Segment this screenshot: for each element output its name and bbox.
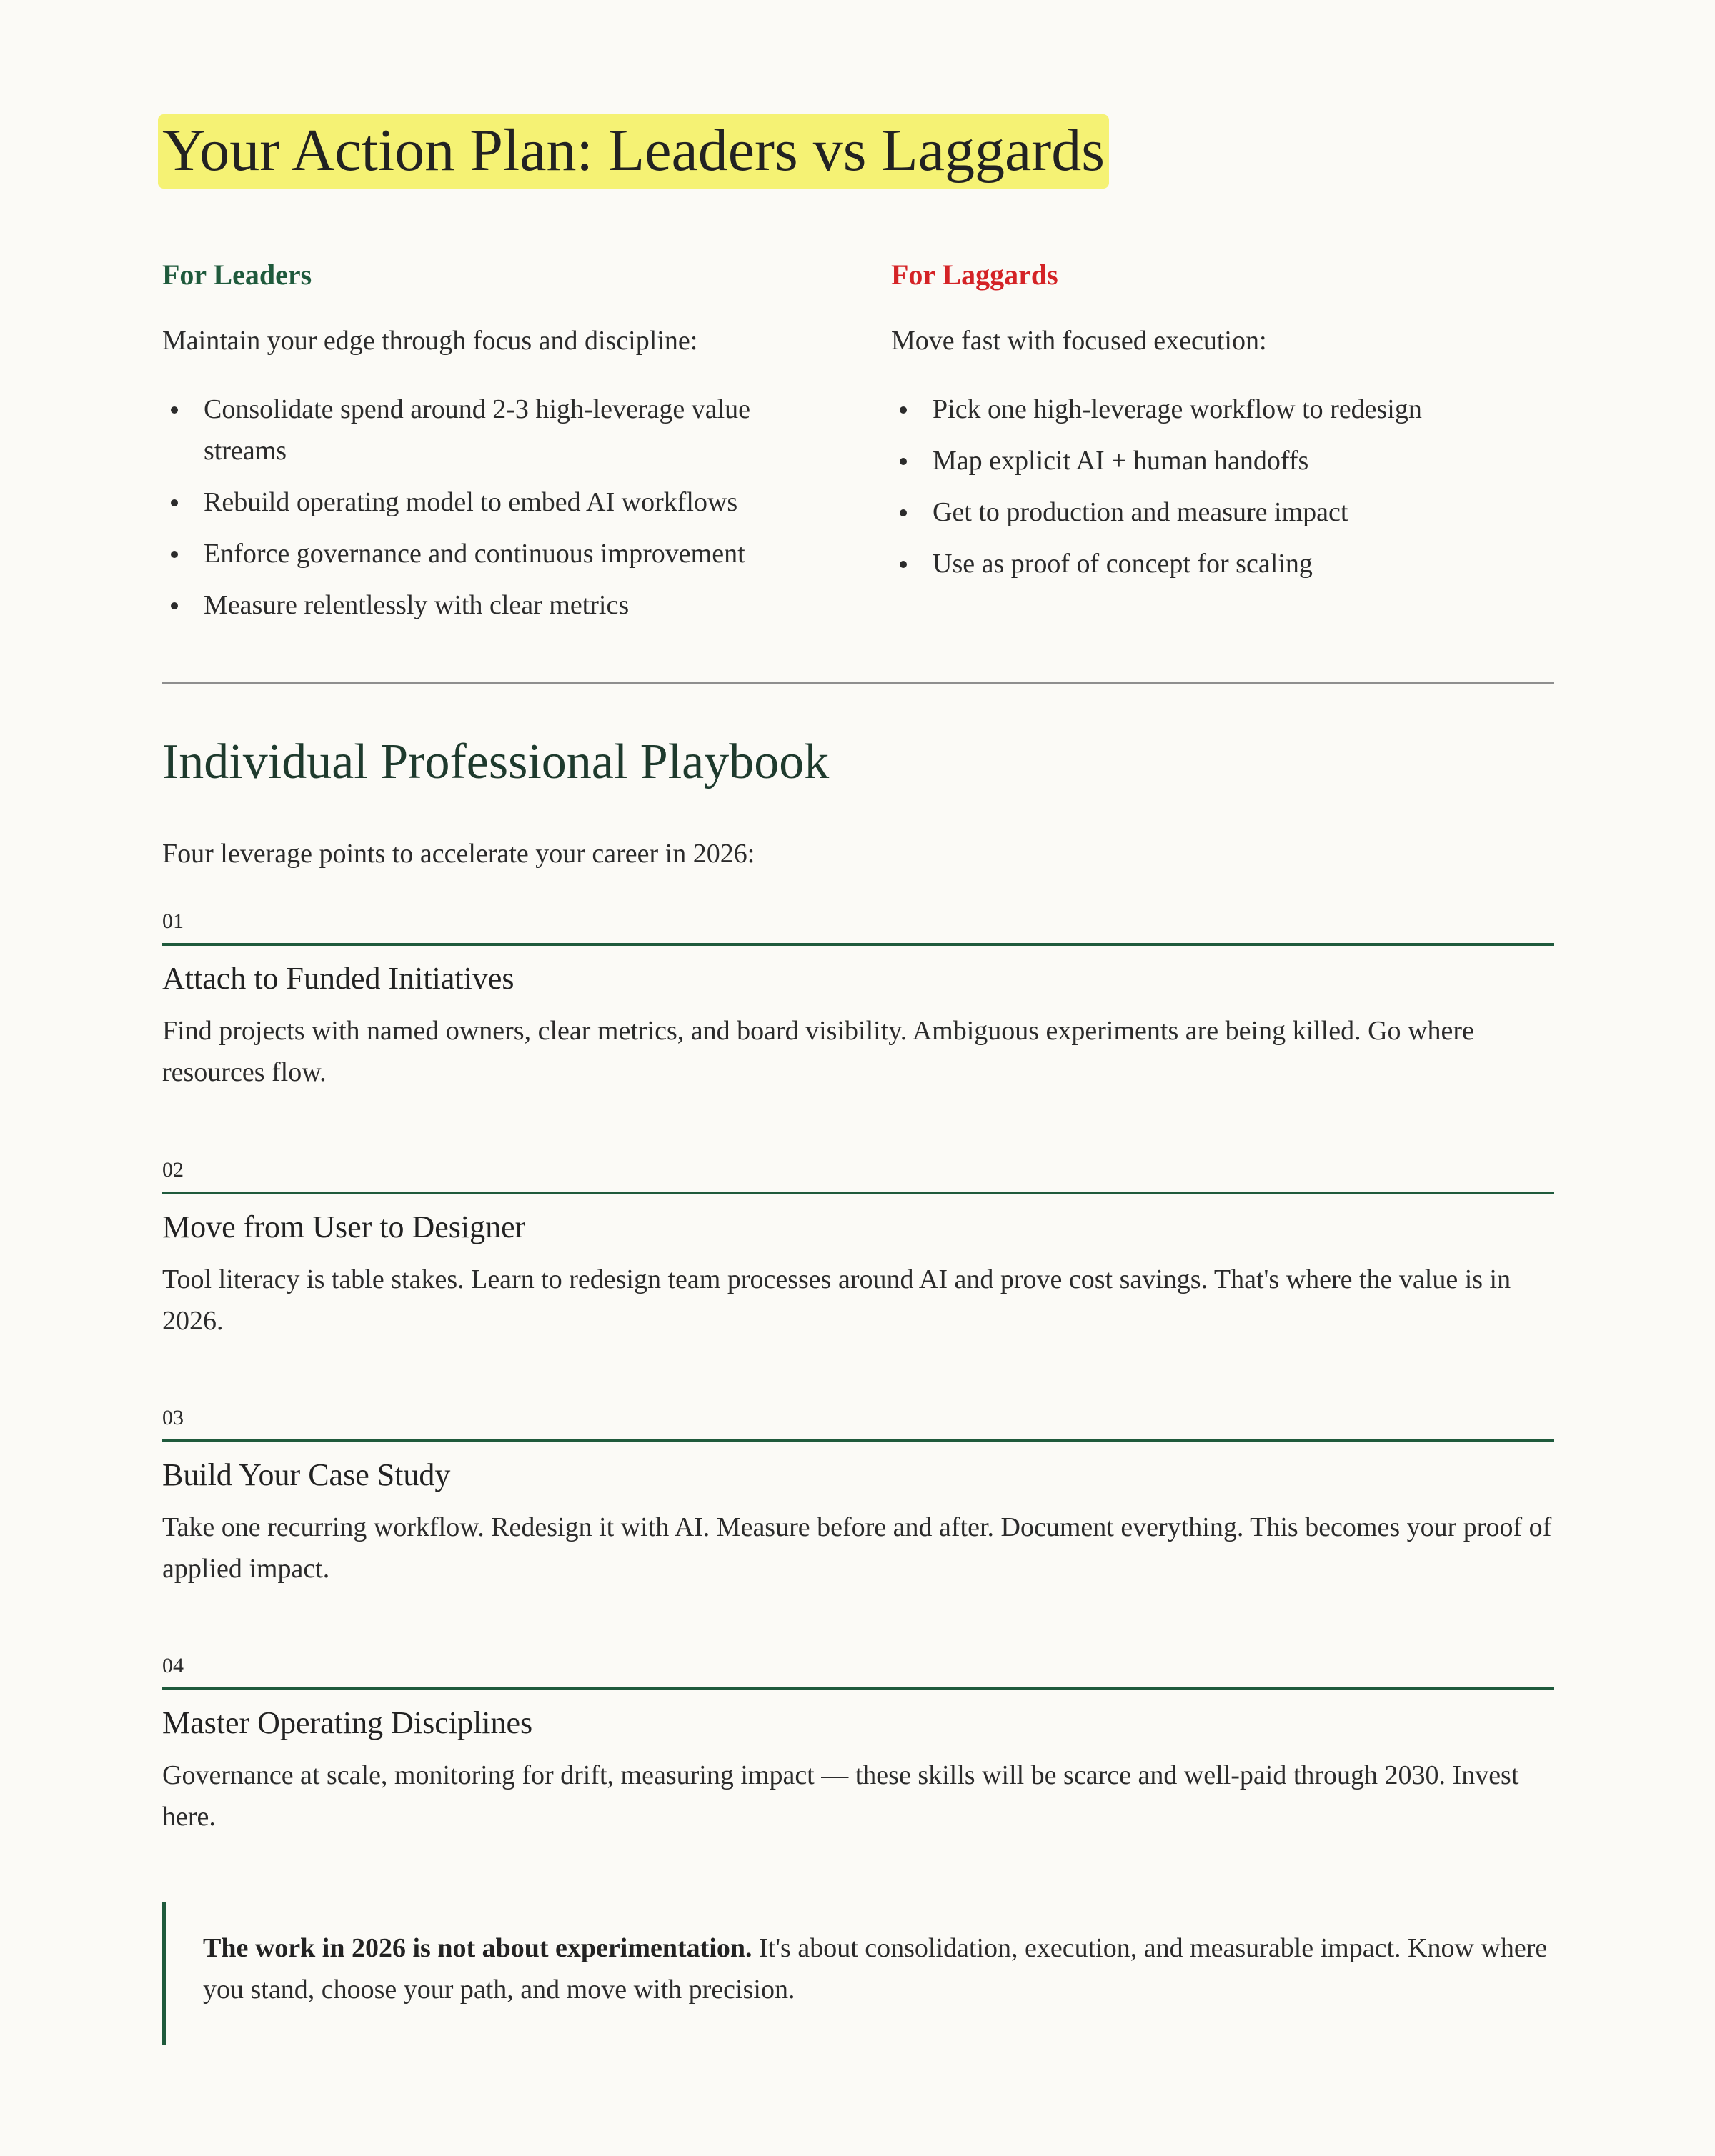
list-item-text: Get to production and measure impact [933, 497, 1348, 527]
bullet-icon [900, 458, 907, 465]
list-item [162, 533, 834, 574]
bullet-icon [900, 406, 907, 414]
playbook-item [162, 1652, 1554, 1837]
leaders-heading: For Leaders [162, 259, 312, 291]
list-item-text: Use as proof of concept for scaling [933, 549, 1313, 579]
playbook-item-number: 01 [162, 909, 184, 933]
playbook-item-body: Take one recurring workflow. Redesign it with AI. Measure before and after. Document everything. This becomes your proof of applied impact. [162, 1512, 1552, 1584]
leaders-intro: Maintain your edge through focus and discipline: [162, 326, 698, 356]
playbook-item-rule [162, 1439, 1554, 1442]
list-item-text: Rebuild operating model to embed AI workflows [204, 487, 738, 517]
playbook-item-number: 03 [162, 1406, 184, 1429]
laggards-intro: Move fast with focused execution: [891, 326, 1267, 356]
playbook-item-rule [162, 943, 1554, 946]
bullet-icon [171, 406, 178, 414]
playbook-title: Individual Professional Playbook [162, 734, 830, 789]
leaders-column [162, 257, 834, 636]
playbook-intro: Four leverage points to accelerate your career in 2026: [162, 839, 755, 869]
playbook-item-rule [162, 1687, 1554, 1690]
list-item-text: Map explicit AI + human handoffs [933, 446, 1309, 476]
list-item [162, 481, 834, 523]
list-item-text: Consolidate spend around 2-3 high-leverage value streams [204, 394, 751, 466]
playbook-item-title: Move from User to Designer [162, 1209, 526, 1244]
playbook-item [162, 907, 1554, 1093]
laggards-list [891, 389, 1563, 584]
list-item [162, 584, 834, 626]
page-title: Your Action Plan: Leaders vs Laggards [158, 114, 1109, 189]
callout-text: It's about consolidation, execution, and measurable impact. Know where you stand, choose your path, and move with precision. [203, 1933, 1548, 2005]
bullet-icon [171, 499, 178, 506]
bullet-icon [171, 551, 178, 558]
playbook-item-body: Tool literacy is table stakes. Learn to redesign team processes around AI and prove cost savings. That's where the value is in 2026. [162, 1264, 1511, 1336]
list-item [891, 491, 1563, 533]
callout-bold-text: The work in 2026 is not about experimentation. [203, 1933, 752, 1963]
playbook-item [162, 1404, 1554, 1589]
playbook-item-number: 04 [162, 1654, 184, 1677]
bullet-icon [171, 602, 178, 609]
content [162, 114, 1554, 2005]
list-item-text: Measure relentlessly with clear metrics [204, 590, 630, 620]
list-item-text: Pick one high-leverage workflow to redesign [933, 394, 1422, 424]
playbook-item [162, 1156, 1554, 1342]
list-item [891, 543, 1563, 584]
playbook-item-title: Master Operating Disciplines [162, 1705, 533, 1740]
playbook-item-rule [162, 1192, 1554, 1194]
leaders-list [162, 389, 834, 626]
bullet-icon [900, 509, 907, 516]
playbook-item-title: Build Your Case Study [162, 1457, 451, 1492]
list-item [891, 389, 1563, 430]
playbook-item-body: Governance at scale, monitoring for drift, measuring impact — these skills will be scarce and well-paid through 2030. Invest here. [162, 1760, 1519, 1832]
comparison-columns [162, 257, 1554, 629]
laggards-column [891, 257, 1563, 594]
playbook-item-number: 02 [162, 1158, 184, 1182]
section-divider [162, 682, 1554, 684]
closing-callout [162, 1902, 1554, 2045]
bullet-icon [900, 561, 907, 568]
list-item [891, 440, 1563, 481]
playbook-item-body: Find projects with named owners, clear metrics, and board visibility. Ambiguous experiments are being killed. Go where resources flow. [162, 1016, 1474, 1087]
list-item [162, 389, 834, 471]
laggards-heading: For Laggards [891, 259, 1058, 291]
playbook-item-title: Attach to Funded Initiatives [162, 961, 514, 996]
list-item-text: Enforce governance and continuous improvement [204, 539, 745, 569]
